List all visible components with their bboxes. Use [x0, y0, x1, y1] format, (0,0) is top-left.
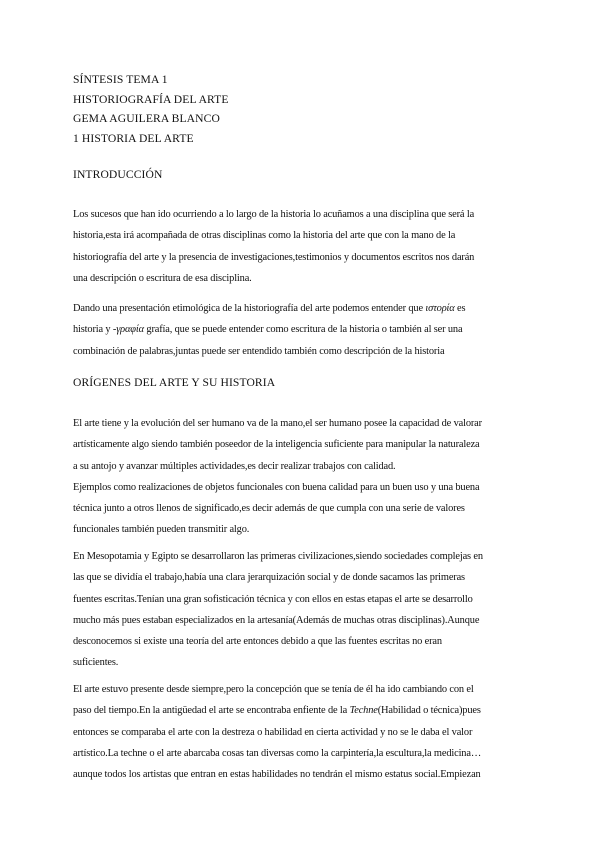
text-span: paso del tiempo.En la antigüedad el arte se encontraba enfiente de la	[73, 705, 350, 717]
paragraph-line	[73, 319, 523, 340]
paragraph-line: a su antojo y avanzar múltiples actividades,es decir realizar trabajos con calidad.	[73, 460, 396, 472]
paragraph-line: En Mesopotamia y Egipto se desarrollaron las primeras civilizaciones,siendo sociedades complejas en	[73, 551, 483, 562]
section-title-origins: ORÍGENES DEL ARTE Y SU HISTORIA	[73, 376, 276, 389]
paragraph-line: El arte estuvo presente desde siempre,pero la concepción que se tenía de él ha ido cambiando con el	[73, 684, 474, 695]
header-author-line: GEMA AGUILERA BLANCO	[73, 112, 220, 125]
header-course-line: SÍNTESIS TEMA 1	[73, 73, 168, 86]
paragraph-line: las que se dividía el trabajo,había una clara jerarquización social y de donde sacamos las primeras	[73, 572, 465, 584]
paragraph-line: combinación de palabras,juntas puede ser entendido también como descripción de la historia	[73, 345, 445, 357]
paragraph-line: desconocemos si existe una teoría del arte entonces debido a que las fuentes escritas no eran	[73, 636, 442, 648]
greek-term: γραφία	[116, 324, 144, 336]
paragraph-origins-1	[73, 413, 523, 541]
paragraph-line: Ejemplos como realizaciones de objetos funcionales con buena calidad para un buen uso y una buena	[73, 481, 480, 493]
italic-term: Techne	[349, 705, 378, 717]
text-span: es	[454, 303, 466, 314]
paragraph-line: Los sucesos que han ido ocurriendo a lo largo de la historia lo acuñamos a una disciplina que será la	[73, 209, 475, 220]
paragraph-line	[73, 700, 523, 721]
paragraph-line: historiografía del arte y la presencia de investigaciones,testimonios y documentos escritos nos darán	[73, 251, 475, 263]
paragraph-line: mucho más pues estaban especializados en la artesanía(Además de muchas otras disciplinas).Aunque	[73, 614, 480, 626]
text-span: historia y -	[73, 324, 117, 336]
paragraph-line: técnica junto a otros llenos de significado,es decir además de que cumpla con una serie de valores	[73, 503, 465, 515]
header-chapter-line: 1 HISTORIA DEL ARTE	[73, 131, 194, 145]
paragraph-line: artísticamente algo siendo también poseedor de la inteligencia suficiente para manipular la naturaleza	[73, 439, 480, 451]
paragraph-line: artístico.La techne o el arte abarcaba cosas tan diversas como la carpintería,la escultura,la medicina…	[73, 747, 482, 759]
paragraph-intro-2	[73, 298, 523, 362]
greek-term: ιστορία	[425, 303, 455, 314]
text-span: Dando una presentación etimológica de la historiografía del arte podemos entender que	[73, 303, 426, 314]
text-span: (Habilidad o técnica)pues	[377, 705, 481, 717]
paragraph-origins-2	[73, 546, 523, 674]
paragraph-line: una descripción o escritura de esa disciplina.	[73, 272, 252, 284]
paragraph-line: El arte tiene y la evolución del ser humano va de la mano,el ser humano posee la capacidad de valorar	[73, 418, 482, 429]
paragraph-intro-1	[73, 204, 523, 289]
paragraph-line: funcionales también pueden transmitir algo.	[73, 524, 250, 536]
paragraph-line: historia,esta irá acompañada de otras disciplinas como la historia del arte que con la mano de la	[73, 230, 456, 242]
paragraph-line: suficientes.	[73, 657, 119, 669]
paragraph-origins-3	[73, 679, 523, 785]
paragraph-line: aunque todos los artistas que entran en estas habilidades no tendrán el mismo estatus social.Empiezan	[73, 769, 481, 781]
paragraph-line: fuentes escritas.Tenían una gran sofisticación técnica y con ellos en estas etapas el arte se desarrollo	[73, 593, 473, 605]
text-span: grafía, que se puede entender como escritura de la historia o también al ser una	[143, 324, 463, 336]
section-title-introduction: INTRODUCCIÓN	[73, 168, 163, 181]
header-subject-line: HISTORIOGRAFÍA DEL ARTE	[73, 92, 229, 106]
paragraph-line: entonces se comparaba el arte con la destreza o habilidad en cierta actividad y no se le daba el valor	[73, 726, 473, 738]
document-header	[73, 70, 229, 148]
paragraph-line	[73, 298, 523, 319]
